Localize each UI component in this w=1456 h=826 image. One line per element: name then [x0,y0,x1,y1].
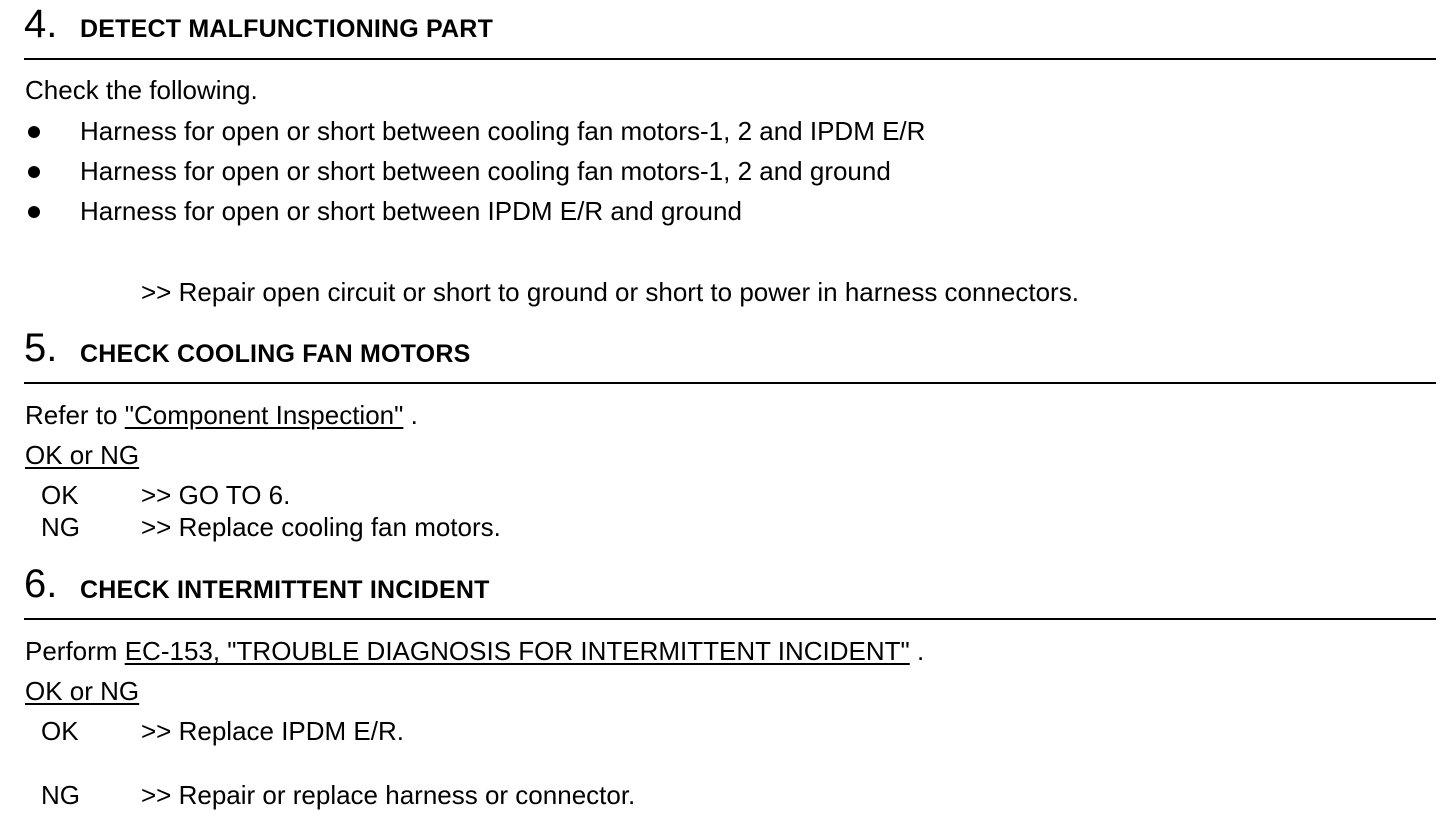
step-6-ok-label: OK [41,716,79,746]
step-4-bullet-1: Harness for open or short between cooling fan motors-1, 2 and IPDM E/R [80,116,926,146]
step-6-ng-label: NG [41,780,80,810]
step-6-perform-line [25,636,924,666]
step-5-refer-prefix: Refer to [25,400,118,430]
step-4-bullet-2: Harness for open or short between cooling fan motors-1, 2 and ground [80,156,891,186]
bullet-icon [28,206,40,218]
step-4-bullet-3: Harness for open or short between IPDM E/R and ground [80,196,742,226]
step-5-ok-ng-label: OK or NG [25,440,140,470]
step-5-number: 5. [24,326,58,370]
step-5-ok-action: >> GO TO 6. [141,480,291,510]
step-6-perform-prefix: Perform [25,636,118,666]
step-4-intro: Check the following. [25,75,258,105]
step-5-ng-label: NG [41,512,80,542]
step-5-title: CHECK COOLING FAN MOTORS [80,340,471,368]
step-5-refer-line [25,400,418,430]
step-4-title: DETECT MALFUNCTIONING PART [80,15,494,43]
step-4-divider [24,58,1436,60]
component-inspection-link[interactable]: "Component Inspection" [124,400,404,430]
step-5-ok-label: OK [41,480,79,510]
step-6-title: CHECK INTERMITTENT INCIDENT [80,576,490,604]
step-4-number: 4. [24,2,58,46]
bullet-icon [28,166,40,178]
step-5-ng-action: >> Replace cooling fan motors. [141,512,501,542]
step-6-perform-suffix: . [917,636,925,666]
intermittent-incident-link[interactable]: EC-153, "TROUBLE DIAGNOSIS FOR INTERMITTENT INCIDENT" [124,636,910,666]
step-6-number: 6. [24,562,58,606]
bullet-icon [28,126,40,138]
step-5-divider [24,382,1436,384]
step-5-refer-suffix: . [410,400,418,430]
step-6-divider [24,618,1436,620]
step-4-result: >> Repair open circuit or short to ground or short to power in harness connectors. [141,277,1079,307]
step-6-ng-action: >> Repair or replace harness or connector. [141,780,636,810]
step-6-ok-action: >> Replace IPDM E/R. [141,716,404,746]
step-6-ok-ng-label: OK or NG [25,676,140,706]
